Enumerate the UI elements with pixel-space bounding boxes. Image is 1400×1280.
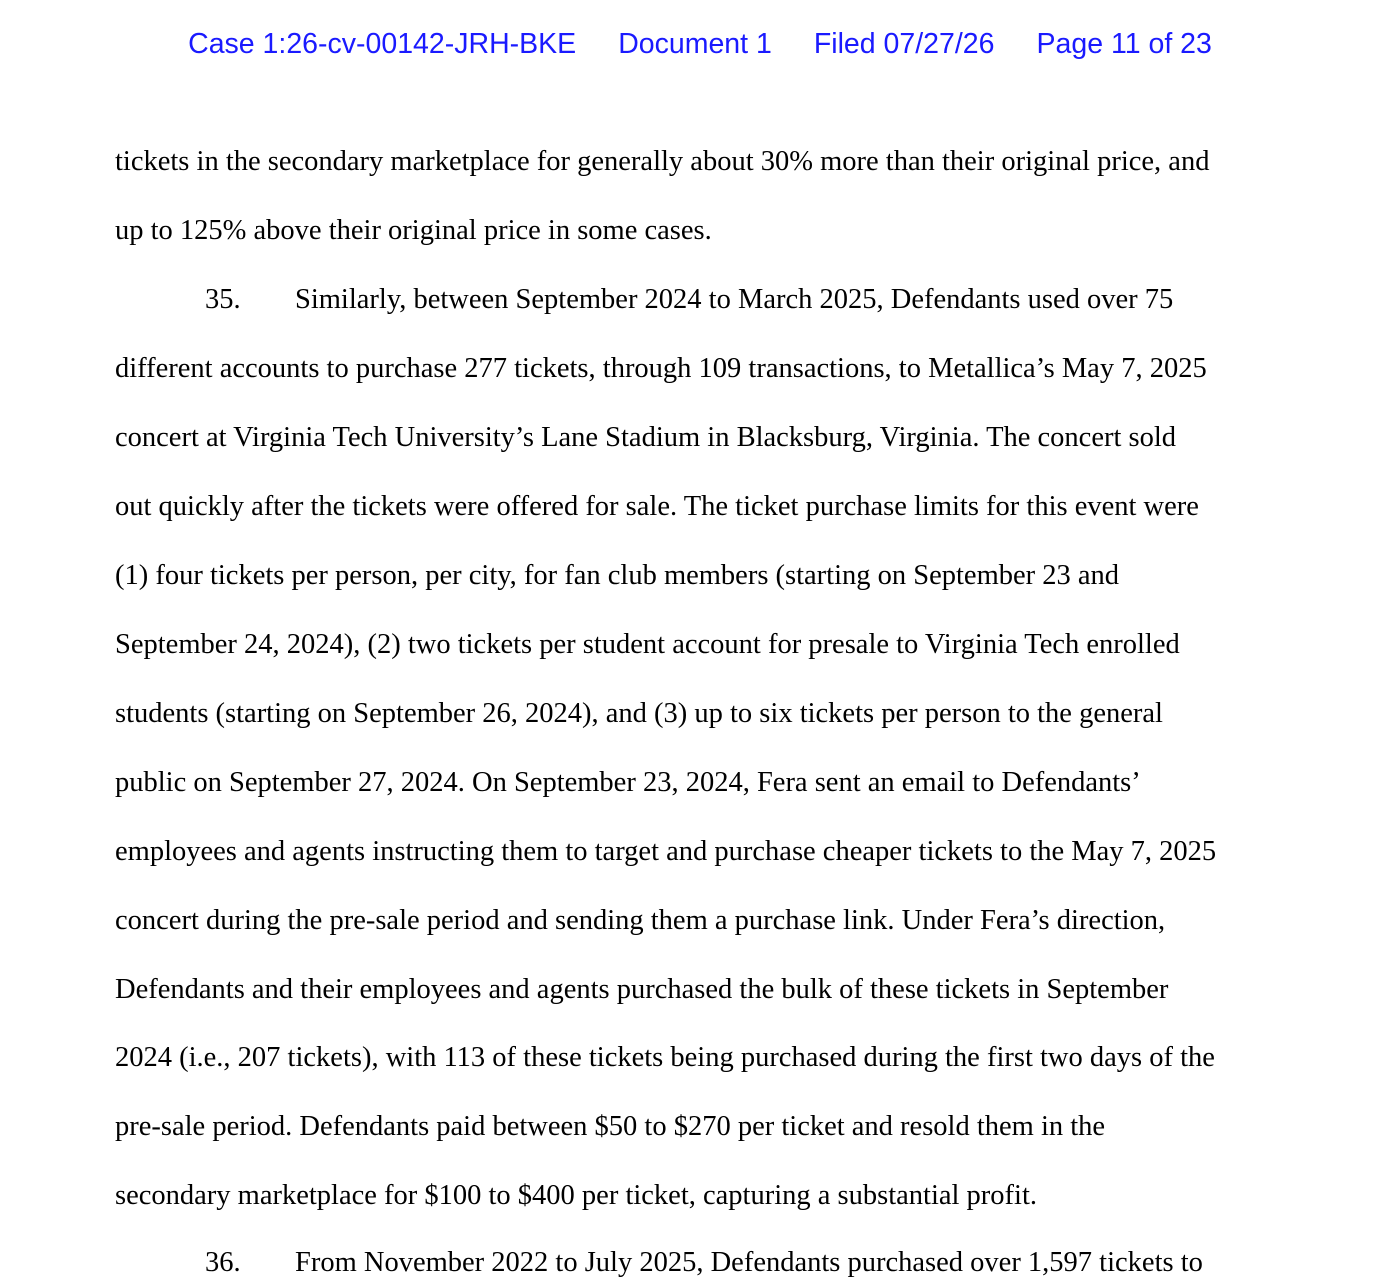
paragraph-line: different accounts to purchase 277 tickets, through 109 transactions, to Metallica’s May 7, 2025	[115, 353, 1207, 384]
paragraph-line: pre-sale period. Defendants paid between $50 to $270 per ticket and resold them in the	[115, 1111, 1106, 1142]
document-number: Document 1	[618, 28, 772, 60]
page-number: Page 11 of 23	[1036, 28, 1212, 60]
paragraph-line: From November 2022 to July 2025, Defendants purchased over 1,597 tickets to	[295, 1247, 1203, 1278]
filed-date: Filed 07/27/26	[813, 28, 995, 60]
paragraph-line: Similarly, between September 2024 to March 2025, Defendants used over 75	[295, 284, 1174, 315]
continuation-line: up to 125% above their original price in some cases.	[115, 215, 712, 246]
paragraph-line: (1) four tickets per person, per city, for fan club members (starting on September 23 and	[115, 560, 1120, 591]
case-header	[0, 28, 1400, 61]
paragraph-line: Defendants and their employees and agents purchased the bulk of these tickets in September	[115, 974, 1169, 1005]
paragraph-line: out quickly after the tickets were offered for sale. The ticket purchase limits for this event were	[115, 491, 1199, 522]
paragraph-line: concert during the pre-sale period and sending them a purchase link. Under Fera’s direction,	[115, 905, 1166, 936]
paragraph-number: 35.	[205, 284, 241, 315]
paragraph-line: 2024 (i.e., 207 tickets), with 113 of these tickets being purchased during the first two days of the	[115, 1042, 1215, 1073]
paragraph-line: concert at Virginia Tech University’s Lane Stadium in Blacksburg, Virginia. The concert sold	[115, 422, 1177, 453]
continuation-line: tickets in the secondary marketplace for generally about 30% more than their original price, and	[115, 146, 1210, 177]
paragraph-line: secondary marketplace for $100 to $400 per ticket, capturing a substantial profit.	[115, 1180, 1037, 1211]
paragraph-line: public on September 27, 2024. On September 23, 2024, Fera sent an email to Defendants’	[115, 767, 1141, 798]
paragraph-line: September 24, 2024), (2) two tickets per student account for presale to Virginia Tech enrolled	[115, 629, 1180, 660]
paragraph-line: students (starting on September 26, 2024), and (3) up to six tickets per person to the general	[115, 698, 1163, 729]
paragraph-number: 36.	[205, 1247, 241, 1278]
case-number: Case 1:26-cv-00142-JRH-BKE	[188, 28, 577, 60]
paragraph-line: employees and agents instructing them to target and purchase cheaper tickets to the May 7, 2025	[115, 836, 1217, 867]
